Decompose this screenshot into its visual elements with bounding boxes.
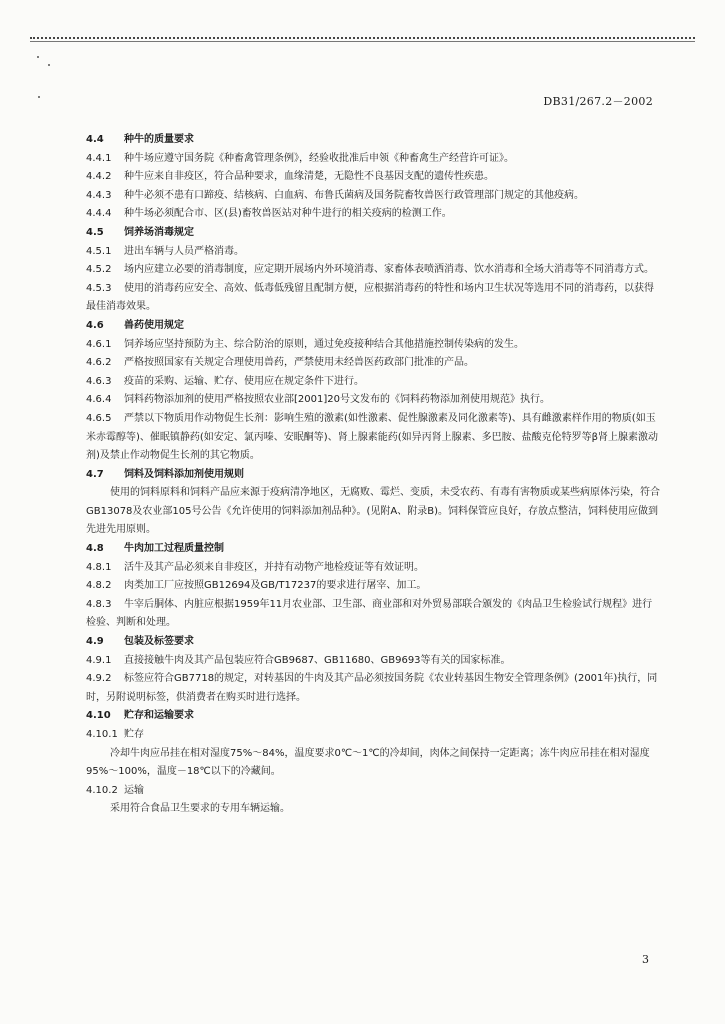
clause-number: 4.6.2 bbox=[86, 357, 112, 369]
clause-item bbox=[86, 243, 662, 262]
clause-text: 直接接触牛肉及其产品包装应符合GB9687、GB11680、GB9693等有关的国家标准。 bbox=[124, 654, 511, 666]
scan-speck bbox=[38, 96, 40, 98]
clause-text: 严禁以下物质用作动物促生长剂：影响生殖的激素(如性激素、促性腺激素及同化激素等)、具有雌激素样作用的物质(如玉米赤霉醇等)、催眠镇静药(如安定、氯丙嗪、安眠酮等)、肾上腺素能药(如异丙肾上腺素、多巴胺、盐酸克伦特罗等β肾上腺素激动剂)及禁止作动物促生长剂的其它物质。 bbox=[86, 412, 658, 462]
clause-text: 牛宰后胴体、内脏应根据1959年11月农业部、卫生部、商业部和对外贸易部联合颁发的《肉品卫生检验试行规程》进行检验、判断和处理。 bbox=[86, 598, 653, 629]
header-rule-thin bbox=[30, 41, 695, 42]
clause-item bbox=[86, 652, 662, 671]
section-heading bbox=[86, 707, 662, 726]
clause-number: 4.4.4 bbox=[86, 208, 112, 220]
clause-number: 4.4.3 bbox=[86, 189, 112, 201]
clause-number: 4.8 bbox=[86, 543, 104, 555]
clause-number: 4.9 bbox=[86, 636, 104, 648]
clause-number: 4.10 bbox=[86, 710, 111, 722]
clause-text: 活牛及其产品必须来自非疫区，并持有动物产地检疫证等有效证明。 bbox=[124, 561, 424, 573]
clause-number: 4.8.3 bbox=[86, 598, 112, 610]
section-heading bbox=[86, 466, 662, 485]
header-rule bbox=[30, 37, 695, 39]
clause-item bbox=[86, 373, 662, 392]
clause-text: 冷却牛肉应吊挂在相对湿度75%～84%，温度要求0℃～1℃的冷却间，肉体之间保持一定距离；冻牛肉应吊挂在相对湿度95%～100%，温度－18℃以下的冷藏间。 bbox=[86, 747, 650, 778]
section-heading bbox=[86, 633, 662, 652]
clause-number: 4.5.1 bbox=[86, 245, 112, 257]
clause-number: 4.7 bbox=[86, 468, 104, 480]
section-heading bbox=[86, 224, 662, 243]
clause-number: 4.5.2 bbox=[86, 264, 112, 276]
scan-speck bbox=[37, 56, 39, 58]
clause-text: 贮存和运输要求 bbox=[124, 710, 194, 722]
clause-item bbox=[86, 391, 662, 410]
clause-number: 4.6 bbox=[86, 319, 104, 331]
clause-item bbox=[86, 670, 662, 707]
section-heading bbox=[86, 540, 662, 559]
clause-text: 肉类加工厂应按照GB12694及GB/T17237的要求进行屠宰、加工。 bbox=[124, 580, 427, 592]
clause-text: 疫苗的采购、运输、贮存、使用应在规定条件下进行。 bbox=[124, 375, 364, 387]
clause-item bbox=[86, 354, 662, 373]
clause-text: 种牛必须不患有口蹄疫、结核病、白血病、布鲁氏菌病及国务院畜牧兽医行政管理部门规定的其他疫病。 bbox=[124, 189, 584, 201]
document-code: DB31/267.2－2002 bbox=[543, 95, 653, 108]
clause-text: 饲养场应坚持预防为主、综合防治的原则，通过免疫接种结合其他措施控制传染病的发生。 bbox=[124, 338, 524, 350]
clause-number: 4.9.1 bbox=[86, 654, 112, 666]
scan-speck bbox=[48, 64, 50, 66]
clause-item bbox=[86, 596, 662, 633]
clause-text: 使用的消毒药应安全、高效、低毒低残留且配制方便，应根据消毒药的特性和场内卫生状况等选用不同的消毒药，以获得最佳消毒效果。 bbox=[86, 282, 654, 313]
clause-text: 贮存 bbox=[124, 729, 144, 740]
section-heading bbox=[86, 317, 662, 336]
clause-text: 饲料药物添加剂的使用严格按照农业部[2001]20号文发布的《饲料药物添加剂使用规范》执行。 bbox=[124, 394, 550, 406]
clause-text: 种牛应来自非疫区，符合品种要求，血缘清楚，无隐性不良基因支配的遗传性疾患。 bbox=[124, 171, 494, 183]
clause-text: 种牛场必须配合市、区(县)畜牧兽医站对种牛进行的相关疫病的检测工作。 bbox=[124, 208, 452, 220]
clause-item bbox=[86, 205, 662, 224]
clause-number: 4.4.1 bbox=[86, 152, 112, 164]
body-paragraph bbox=[86, 745, 662, 782]
clause-item bbox=[86, 559, 662, 578]
clause-item bbox=[86, 577, 662, 596]
clause-text: 标签应符合GB7718的规定，对转基因的牛肉及其产品必须按国务院《农业转基因生物安全管理条例》(2001年)执行，同时，另附说明标签，供消费者在购买时进行选择。 bbox=[86, 673, 658, 703]
clause-text: 进出车辆与人员严格消毒。 bbox=[124, 245, 244, 257]
clause-number: 4.6.1 bbox=[86, 338, 112, 350]
document-body bbox=[86, 131, 662, 819]
clause-text: 使用的饲料原料和饲料产品应来源于疫病清净地区，无腐败、霉烂、变质，未受农药、有毒有害物质或某些病原体污染，符合GB13078及农业部105号公告《允许使用的饲料添加剂品种》。(见附A、附录B)。饲料保管应良好，存放点整洁，饲料使用应做到先进先用原则。 bbox=[86, 487, 660, 536]
body-paragraph bbox=[86, 484, 662, 540]
clause-item bbox=[86, 187, 662, 206]
page-number: 3 bbox=[642, 953, 649, 966]
clause-text: 种牛的质量要求 bbox=[124, 134, 194, 145]
clause-text: 饲养场消毒规定 bbox=[124, 226, 194, 238]
clause-number: 4.9.2 bbox=[86, 673, 112, 685]
clause-item bbox=[86, 726, 662, 745]
clause-item bbox=[86, 782, 662, 801]
clause-number: 4.6.4 bbox=[86, 394, 112, 406]
clause-number: 4.8.2 bbox=[86, 580, 112, 592]
clause-number: 4.10.1 bbox=[86, 729, 118, 740]
clause-text: 饲料及饲料添加剂使用规则 bbox=[124, 468, 244, 480]
clause-number: 4.4 bbox=[86, 134, 104, 145]
clause-text: 运输 bbox=[124, 784, 144, 796]
clause-item bbox=[86, 280, 662, 317]
clause-text: 场内应建立必要的消毒制度，应定期开展场内外环境消毒、家畜体表喷洒消毒、饮水消毒和全场大消毒等不同消毒方式。 bbox=[124, 264, 654, 276]
clause-text: 牛肉加工过程质量控制 bbox=[124, 543, 224, 555]
clause-item bbox=[86, 150, 662, 169]
section-heading bbox=[86, 131, 662, 150]
clause-number: 4.5.3 bbox=[86, 282, 112, 294]
clause-item bbox=[86, 336, 662, 355]
clause-number: 4.8.1 bbox=[86, 561, 112, 573]
body-paragraph bbox=[86, 800, 662, 819]
clause-item bbox=[86, 410, 662, 466]
clause-text: 采用符合食品卫生要求的专用车辆运输。 bbox=[110, 803, 290, 815]
clause-number: 4.5 bbox=[86, 226, 104, 238]
clause-text: 严格按照国家有关规定合理使用兽药，严禁使用未经兽医药政部门批准的产品。 bbox=[124, 357, 474, 369]
clause-text: 种牛场应遵守国务院《种畜禽管理条例》，经验收批准后申领《种畜禽生产经营许可证》。 bbox=[124, 152, 514, 164]
clause-number: 4.6.5 bbox=[86, 412, 112, 424]
clause-item bbox=[86, 261, 662, 280]
clause-number: 4.4.2 bbox=[86, 171, 112, 183]
clause-number: 4.6.3 bbox=[86, 375, 112, 387]
clause-text: 包装及标签要求 bbox=[124, 636, 194, 648]
clause-text: 兽药使用规定 bbox=[124, 319, 184, 331]
clause-item bbox=[86, 168, 662, 187]
clause-number: 4.10.2 bbox=[86, 784, 118, 796]
